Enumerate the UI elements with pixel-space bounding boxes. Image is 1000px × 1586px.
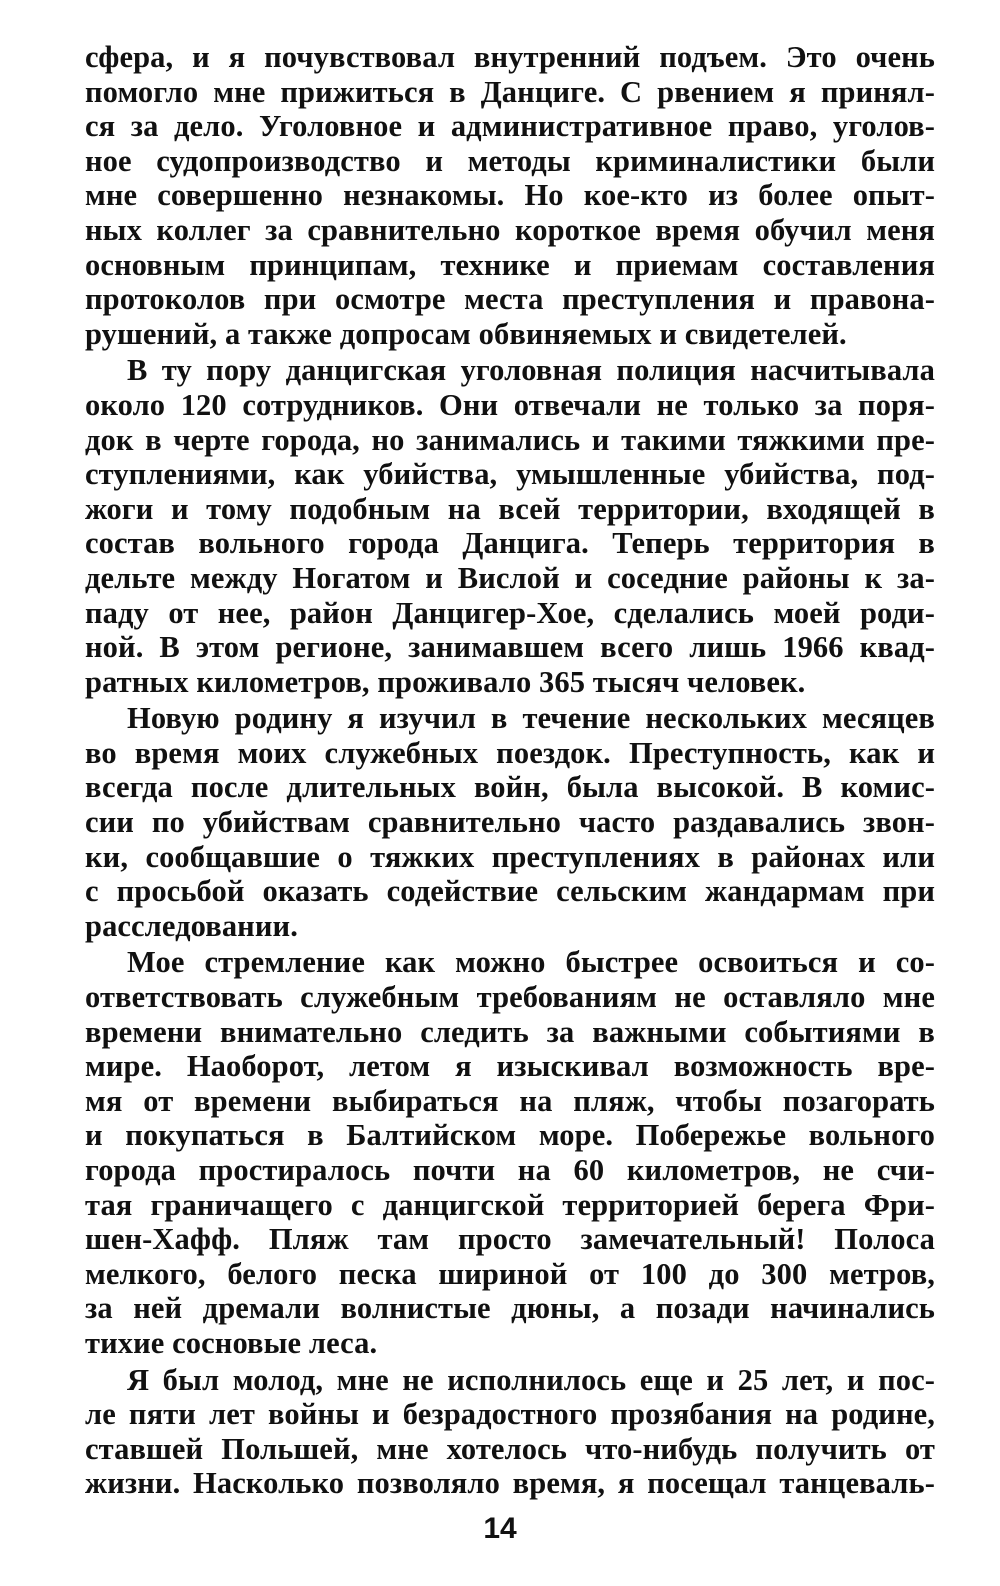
text-line: протоколов при осмотре места преступления и правона- xyxy=(85,282,935,317)
text-line: Мое стремление как можно быстрее освоиться и со- xyxy=(127,945,935,980)
text-line: В ту пору данцигская уголовная полиция насчитывала xyxy=(127,353,935,388)
text-line: около 120 сотрудников. Они отвечали не только за поря- xyxy=(85,387,935,422)
text-line: ных коллег за сравнительно короткое время обучил меня xyxy=(85,212,935,247)
text-line: времени внимательно следить за важными событиями в xyxy=(85,1014,935,1049)
text-line: ответствовать служебным требованиям не оставляло мне xyxy=(85,980,935,1015)
paragraph xyxy=(85,353,935,699)
text-line: ное судопроизводство и методы криминалистики были xyxy=(85,143,935,178)
text-line: расследовании. xyxy=(85,908,298,943)
text-line: сии по убийствам сравнительно часто раздавались звон- xyxy=(85,805,935,840)
text-line: жизни. Насколько позволяло время, я посещал танцеваль- xyxy=(85,1466,935,1501)
text-line: мне совершенно незнакомы. Но кое-кто из более опыт- xyxy=(85,178,935,213)
text-line: дельте между Ногатом и Вислой и соседние районы к за- xyxy=(85,560,935,595)
text-line: всегда после длительных войн, была высокой. В комис- xyxy=(85,770,935,805)
paragraph xyxy=(85,701,935,943)
text-line: за ней дремали волнистые дюны, а позади начинались xyxy=(85,1291,935,1326)
text-line: док в черте города, но занимались и такими тяжкими пре- xyxy=(85,422,935,457)
text-line: Я был молод, мне не исполнилось еще и 25 лет, и пос- xyxy=(127,1362,935,1397)
paragraph xyxy=(85,1363,935,1501)
page-number: 14 xyxy=(483,1512,517,1545)
text-line: рушений, а также допросам обвиняемых и свидетелей. xyxy=(85,316,847,351)
text-line: паду от нее, район Данцигер-Хое, сделались моей роди- xyxy=(85,595,935,630)
text-line: жоги и тому подобным на всей территории, входящей в xyxy=(85,491,935,526)
text-line: состав вольного города Данцига. Теперь территория в xyxy=(85,526,935,561)
text-line: города простиралось почти на 60 километров, не счи- xyxy=(85,1153,935,1187)
text-line: ратных километров, проживало 365 тысяч человек. xyxy=(85,664,806,699)
text-line: и покупаться в Балтийском море. Побережье вольного xyxy=(85,1118,935,1153)
text-line: Новую родину я изучил в течение нескольких месяцев xyxy=(127,701,935,736)
text-line: ставшей Польшей, мне хотелось что-нибудь получить от xyxy=(85,1431,935,1466)
text-line: мелкого, белого песка шириной от 100 до 300 метров, xyxy=(85,1256,935,1291)
text-line: с просьбой оказать содействие сельским жандармам при xyxy=(85,874,935,909)
text-line: ле пяти лет войны и безрадостного прозябания на родине, xyxy=(85,1397,935,1432)
text-line: шен-Хафф. Пляж там просто замечательный! Полоса xyxy=(85,1222,935,1257)
text-line: тая граничащего с данцигской территорией берега Фри- xyxy=(85,1187,935,1222)
text-line: во время моих служебных поездок. Преступность, как и xyxy=(85,735,935,770)
text-line: помогло мне прижиться в Данциге. С рвением я принял- xyxy=(85,74,935,109)
text-line: мя от времени выбираться на пляж, чтобы позагорать xyxy=(85,1083,935,1118)
text-line: ной. В этом регионе, занимавшем всего лишь 1966 квад- xyxy=(85,630,935,665)
text-line: тихие сосновые леса. xyxy=(85,1325,378,1360)
text-line: ся за дело. Уголовное и административное право, уголов- xyxy=(85,109,935,144)
paragraph xyxy=(85,945,935,1360)
text-line: ки, сообщавшие о тяжких преступлениях в районах или xyxy=(85,839,935,874)
text-line: сфера, и я почувствовал внутренний подъем. Это очень xyxy=(85,40,935,74)
text-line: мире. Наоборот, летом я изыскивал возможность вре- xyxy=(85,1049,935,1084)
paragraph xyxy=(85,40,935,351)
text-line: ступлениями, как убийства, умышленные убийства, под- xyxy=(85,457,935,492)
page-body xyxy=(85,40,935,1501)
text-line: основным принципам, технике и приемам составления xyxy=(85,247,935,282)
